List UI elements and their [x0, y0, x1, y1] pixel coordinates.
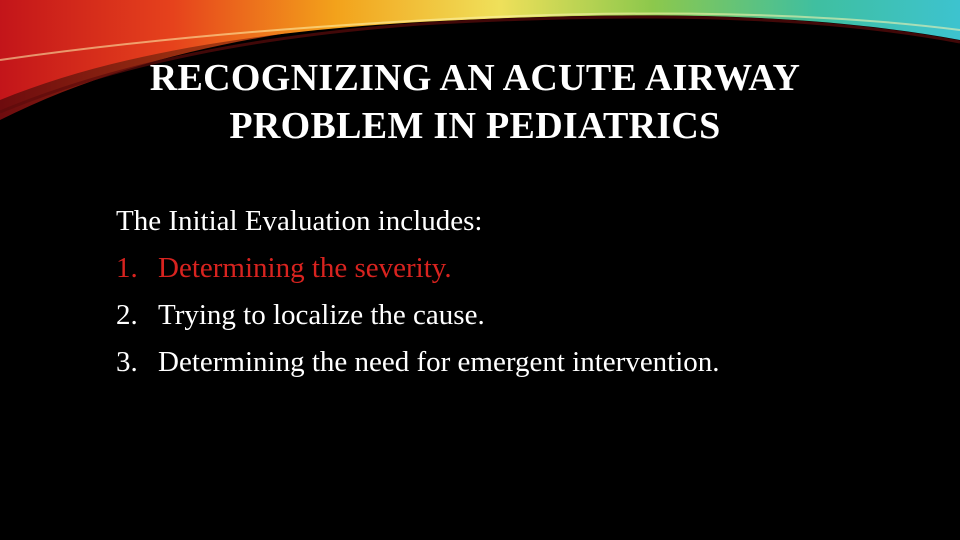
title-line-1: RECOGNIZING AN ACUTE AIRWAY [149, 57, 801, 99]
list-item-3 [116, 339, 916, 386]
slide-body [116, 198, 916, 386]
slide-title [60, 54, 890, 150]
list-number: 1. [116, 252, 138, 284]
title-line-2: PROBLEM IN PEDIATRICS [229, 105, 721, 147]
list-item-1 [116, 245, 916, 292]
list-number: 2. [116, 299, 138, 331]
intro-text: The Initial Evaluation includes: [116, 205, 483, 237]
list-text: Determining the severity. [158, 252, 452, 284]
list-number: 3. [116, 346, 138, 378]
list-text: Determining the need for emergent intervention. [158, 346, 720, 378]
list-item-2 [116, 292, 916, 339]
list-text: Trying to localize the cause. [158, 299, 485, 331]
